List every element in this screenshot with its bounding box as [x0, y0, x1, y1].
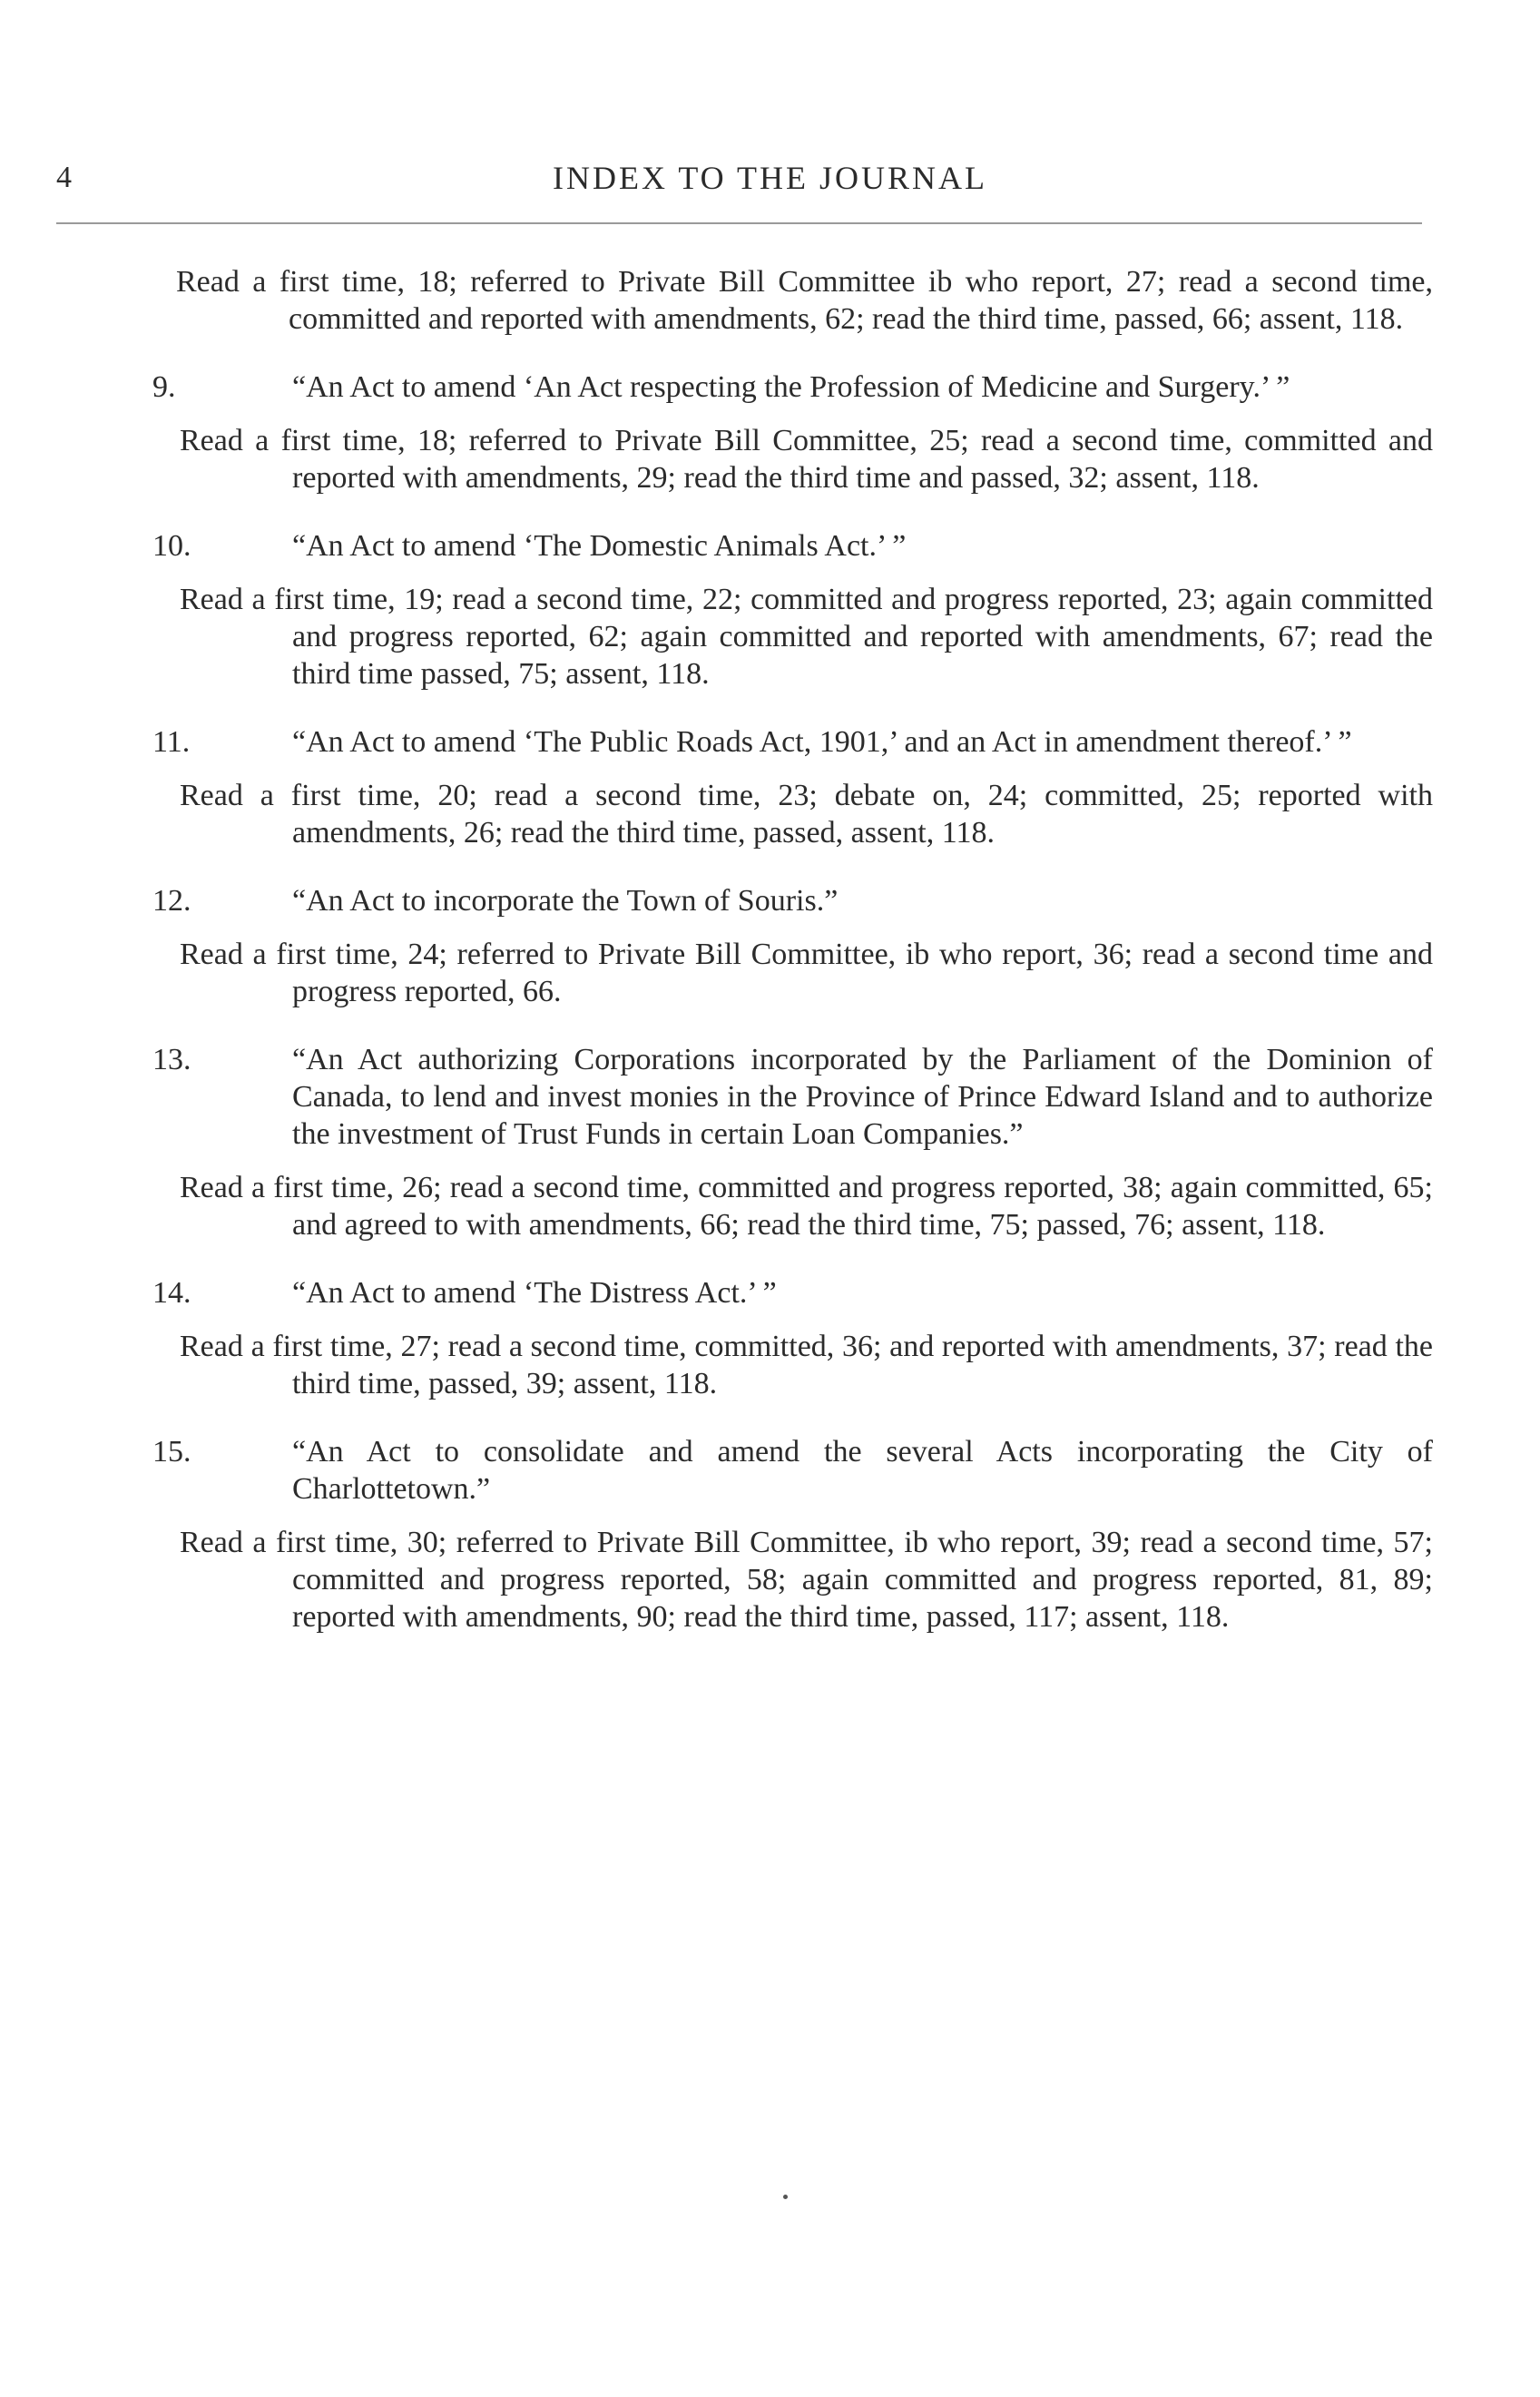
- entry-proceedings: Read a first time, 30; referred to Private Bill Committee, ib who report, 39; read a second time, 57; committed and progress reported, 58; again committed and progress reported, 81, 89; reported with amendments, 90; read the third time, passed, 117; assent, 118.: [180, 1526, 1433, 1634]
- index-entry-14: [0, 1274, 1540, 1402]
- index-entry-12: [0, 882, 1540, 1010]
- entry-number: 13.: [152, 1043, 191, 1076]
- entry-title: “An Act authorizing Corporations incorporated by the Parliament of the Dominion of Canada, to lend and invest monies in the Province of Prince Edward Island and to authorize the investment of Trust Funds in certain Loan Companies.”: [292, 1043, 1433, 1151]
- index-entry-13: [0, 1041, 1540, 1243]
- entry-number: 10.: [152, 529, 191, 563]
- page-number: 4: [56, 161, 72, 194]
- entry-proceedings: Read a first time, 26; read a second time, committed and progress reported, 38; again committed, 65; and agreed to with amendments, 66; read the third time, 75; passed, 76; assent, 118.: [180, 1171, 1433, 1242]
- entry-number: 11.: [152, 725, 191, 759]
- entry-proceedings: Read a first time, 18; referred to Private Bill Committee, 25; read a second time, committed and reported with amendments, 29; read the third time and passed, 32; assent, 118.: [180, 424, 1433, 495]
- index-entry-10: [0, 527, 1540, 693]
- running-title: INDEX TO THE JOURNAL: [553, 160, 987, 196]
- entry-title: “An Act to amend ‘An Act respecting the Profession of Medicine and Surgery.’ ”: [292, 370, 1290, 404]
- entry-proceedings: Read a first time, 20; read a second time, 23; debate on, 24; committed, 25; reported with amendments, 26; read the third time, passed, assent, 118.: [180, 779, 1433, 850]
- entry-title: “An Act to consolidate and amend the several Acts incorporating the City of Charlottetown.”: [292, 1435, 1433, 1506]
- index-entry-15: [0, 1433, 1540, 1636]
- entry-title: “An Act to incorporate the Town of Souris.”: [292, 884, 839, 918]
- index-entry-9: [0, 368, 1540, 496]
- entry-number: 12.: [152, 884, 191, 918]
- header-rule: [56, 222, 1422, 224]
- entry-number: 15.: [152, 1435, 191, 1469]
- entry-proceedings: Read a first time, 24; referred to Private Bill Committee, ib who report, 36; read a second time and progress reported, 66.: [180, 938, 1433, 1008]
- entry-title: “An Act to amend ‘The Distress Act.’ ”: [292, 1276, 777, 1310]
- entry-proceedings: Read a first time, 19; read a second time, 22; committed and progress reported, 23; again committed and progress reported, 62; again committed and reported with amendments, 67; read the third time passed, 75; assent, 118.: [180, 583, 1433, 691]
- index-content: [0, 263, 1540, 1666]
- lead-proceedings: Read a first time, 18; referred to Private Bill Committee ib who report, 27; read a second time, committed and reported with amendments, 62; read the third time, passed, 66; assent, 118.: [176, 265, 1433, 336]
- entry-number: 14.: [152, 1276, 191, 1310]
- entry-title: “An Act to amend ‘The Public Roads Act, 1901,’ and an Act in amendment thereof.’ ”: [292, 725, 1352, 759]
- index-entry-11: [0, 723, 1540, 851]
- entry-number: 9.: [152, 370, 176, 404]
- print-speck: [783, 2195, 788, 2199]
- entry-title: “An Act to amend ‘The Domestic Animals Act.’ ”: [292, 529, 907, 563]
- entry-proceedings: Read a first time, 27; read a second time, committed, 36; and reported with amendments, 37; read the third time, passed, 39; assent, 118.: [180, 1330, 1433, 1400]
